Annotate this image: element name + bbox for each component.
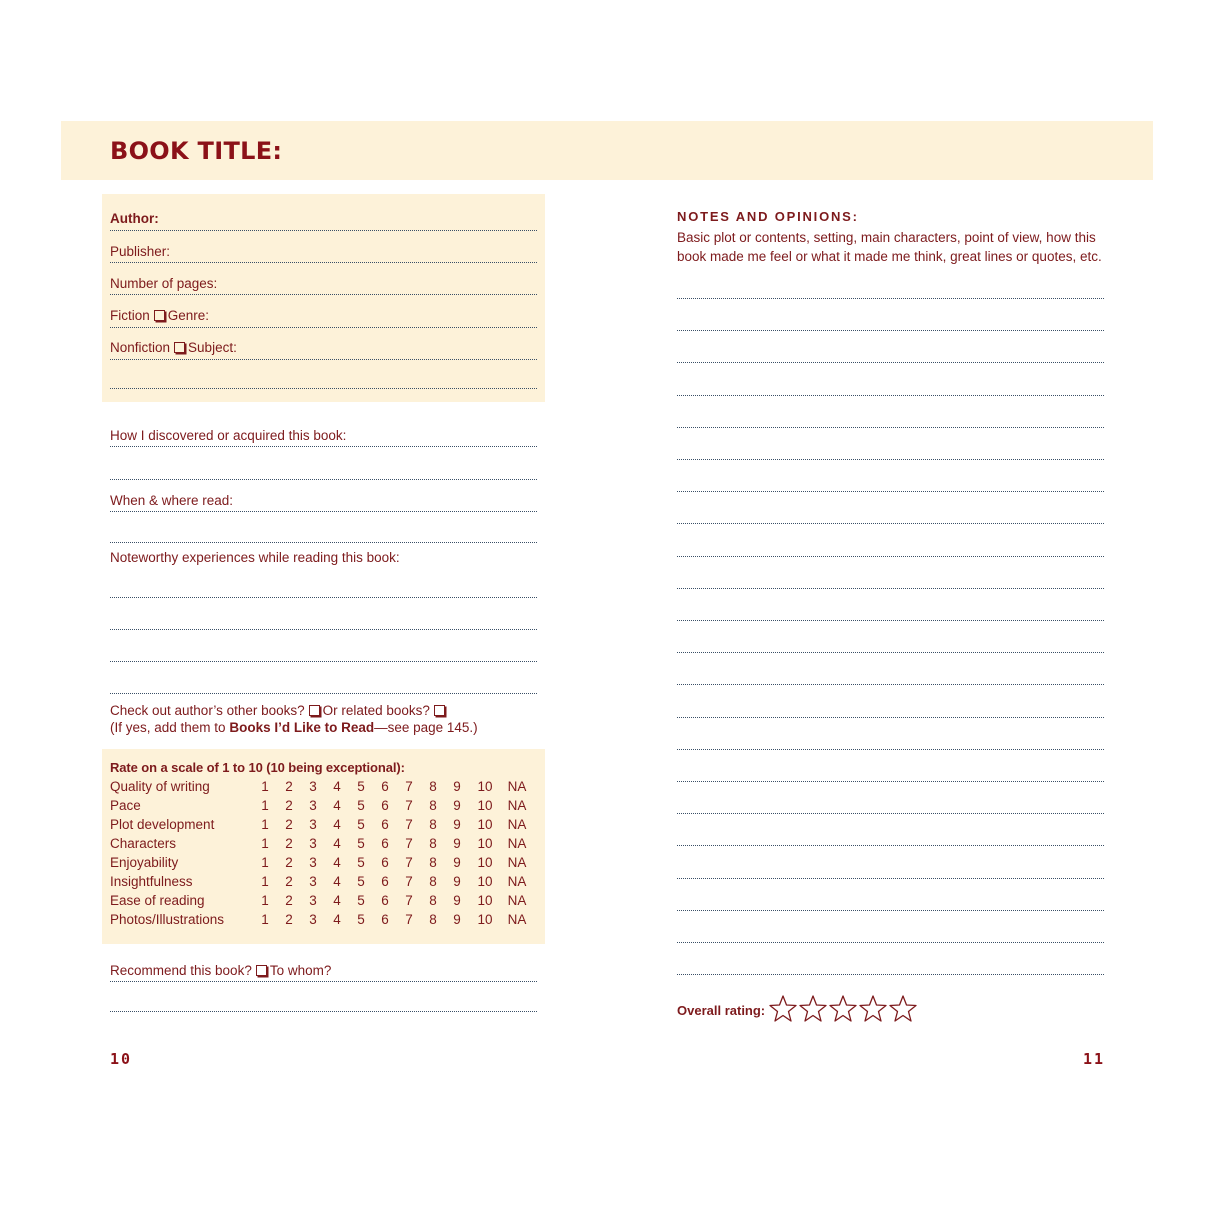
- rating-option[interactable]: 2: [285, 855, 293, 870]
- notes-rule[interactable]: [677, 974, 1104, 975]
- rating-category-label: Characters: [110, 836, 177, 851]
- notes-rule[interactable]: [677, 588, 1104, 589]
- notes-rule[interactable]: [677, 427, 1104, 428]
- rating-option[interactable]: 8: [429, 779, 437, 794]
- rating-option[interactable]: 7: [405, 912, 413, 927]
- rating-option[interactable]: 6: [381, 912, 389, 927]
- notes-rule[interactable]: [677, 781, 1104, 782]
- rating-option[interactable]: 10: [477, 836, 493, 851]
- rating-option[interactable]: 3: [309, 855, 317, 870]
- pages-label: Number of pages:: [110, 276, 218, 291]
- rating-option[interactable]: 5: [357, 779, 365, 794]
- recommend-checkbox[interactable]: [256, 965, 267, 976]
- check-out-checkbox[interactable]: [309, 705, 320, 716]
- rating-option[interactable]: 2: [285, 893, 293, 908]
- recommend-line: [110, 963, 537, 979]
- related-label: Or related books?: [322, 703, 430, 718]
- rating-option[interactable]: 3: [309, 798, 317, 813]
- nonfiction-rule: [110, 359, 537, 360]
- recommend-rule-1[interactable]: [110, 981, 537, 982]
- rating-option[interactable]: 2: [285, 874, 293, 889]
- rating-option[interactable]: 9: [453, 779, 461, 794]
- rating-category-label: Plot development: [110, 817, 215, 832]
- genre-label: Genre:: [167, 308, 210, 323]
- rating-option[interactable]: 10: [477, 855, 493, 870]
- rating-option[interactable]: 10: [477, 874, 493, 889]
- noteworthy-rule-3[interactable]: [110, 661, 537, 662]
- rating-option[interactable]: 10: [477, 912, 493, 927]
- rating-option[interactable]: 7: [405, 836, 413, 851]
- publisher-rule: [110, 262, 537, 263]
- rating-option[interactable]: 10: [477, 779, 493, 794]
- rating-option[interactable]: 4: [333, 798, 341, 813]
- when-where-prompt: When & where read:: [110, 493, 234, 508]
- rating-option[interactable]: 5: [357, 836, 365, 851]
- rating-option[interactable]: 9: [453, 893, 461, 908]
- rating-row: [110, 855, 550, 871]
- rating-option[interactable]: 9: [453, 798, 461, 813]
- rating-option[interactable]: 1: [261, 855, 269, 870]
- rating-row: [110, 874, 550, 890]
- rating-option[interactable]: 1: [261, 893, 269, 908]
- rating-option[interactable]: 8: [429, 874, 437, 889]
- rating-category-label: Pace: [110, 798, 141, 813]
- rating-option[interactable]: NA: [507, 817, 527, 832]
- rating-option[interactable]: NA: [507, 874, 527, 889]
- rating-option[interactable]: 5: [357, 874, 365, 889]
- discovered-rule-1[interactable]: [110, 446, 537, 447]
- rating-row: [110, 912, 550, 928]
- star-icon[interactable]: [798, 994, 828, 1024]
- notes-rule[interactable]: [677, 684, 1104, 685]
- fiction-checkbox[interactable]: [154, 310, 165, 321]
- recommend-rule-2[interactable]: [110, 1011, 537, 1012]
- if-yes-suffix: —see page 145.): [374, 720, 478, 735]
- rating-option[interactable]: 7: [405, 779, 413, 794]
- subject-label: Subject:: [188, 340, 237, 355]
- rating-option[interactable]: 10: [477, 798, 493, 813]
- notes-rule[interactable]: [677, 813, 1104, 814]
- check-out-line: [110, 703, 560, 719]
- rating-heading: Rate on a scale of 1 to 10 (10 being exceptional):: [110, 760, 405, 775]
- rating-option[interactable]: 1: [261, 798, 269, 813]
- notes-rule[interactable]: [677, 749, 1104, 750]
- notes-rule[interactable]: [677, 878, 1104, 879]
- nonfiction-label: Nonfiction: [110, 340, 171, 355]
- rating-category-label: Quality of writing: [110, 779, 210, 794]
- notes-rule[interactable]: [677, 652, 1104, 653]
- rating-option[interactable]: 3: [309, 836, 317, 851]
- notes-rule[interactable]: [677, 556, 1104, 557]
- rating-option[interactable]: NA: [507, 798, 527, 813]
- rating-row: [110, 817, 550, 833]
- rating-option[interactable]: 4: [333, 874, 341, 889]
- author-field[interactable]: [110, 211, 537, 227]
- rating-option[interactable]: 2: [285, 912, 293, 927]
- rating-row: [110, 893, 550, 909]
- notes-rule[interactable]: [677, 459, 1104, 460]
- notes-heading: NOTES AND OPINIONS:: [677, 209, 859, 224]
- notes-rule[interactable]: [677, 620, 1104, 621]
- rating-option[interactable]: 9: [453, 817, 461, 832]
- to-whom-label: To whom?: [269, 963, 332, 978]
- extra-rule: [110, 388, 537, 389]
- rating-option[interactable]: 1: [261, 817, 269, 832]
- rating-option[interactable]: NA: [507, 855, 527, 870]
- rating-option[interactable]: 3: [309, 874, 317, 889]
- rating-option[interactable]: 6: [381, 855, 389, 870]
- rating-option[interactable]: 6: [381, 779, 389, 794]
- rating-category-label: Enjoyability: [110, 855, 179, 870]
- recommend-label: Recommend this book?: [110, 963, 252, 978]
- star-icon[interactable]: [768, 994, 798, 1024]
- page-number-right: 11: [1083, 1050, 1106, 1068]
- when-where-rule-1[interactable]: [110, 511, 537, 512]
- rating-option[interactable]: 4: [333, 836, 341, 851]
- rating-option[interactable]: 3: [309, 893, 317, 908]
- rating-option[interactable]: 3: [309, 817, 317, 832]
- rating-option[interactable]: NA: [507, 893, 527, 908]
- rating-option[interactable]: 6: [381, 893, 389, 908]
- notes-rule[interactable]: [677, 910, 1104, 911]
- if-yes-prefix: (If yes, add them to: [110, 720, 226, 735]
- rating-option[interactable]: 8: [429, 817, 437, 832]
- overall-rating-label: Overall rating:: [677, 1003, 766, 1018]
- notes-rule[interactable]: [677, 491, 1104, 492]
- notes-rule[interactable]: [677, 523, 1104, 524]
- rating-row: [110, 836, 550, 852]
- rating-option[interactable]: 9: [453, 912, 461, 927]
- pages-field[interactable]: [110, 276, 537, 292]
- rating-option[interactable]: 5: [357, 855, 365, 870]
- rating-category-label: Insightfulness: [110, 874, 193, 889]
- fiction-field: [110, 308, 537, 324]
- book-title: BOOK TITLE:: [110, 137, 283, 165]
- fiction-rule: [110, 327, 537, 328]
- discovered-prompt: How I discovered or acquired this book:: [110, 428, 347, 443]
- rating-option[interactable]: 7: [405, 817, 413, 832]
- notes-rule[interactable]: [677, 298, 1104, 299]
- rating-option[interactable]: 10: [477, 817, 493, 832]
- notes-rule[interactable]: [677, 330, 1104, 331]
- rating-option[interactable]: NA: [507, 912, 527, 927]
- rating-category-label: Ease of reading: [110, 893, 205, 908]
- notes-rule[interactable]: [677, 362, 1104, 363]
- rating-option[interactable]: 6: [381, 874, 389, 889]
- noteworthy-rule-1[interactable]: [110, 597, 537, 598]
- author-label: Author:: [110, 211, 159, 226]
- rating-option[interactable]: 4: [333, 893, 341, 908]
- rating-option[interactable]: 1: [261, 779, 269, 794]
- rating-option[interactable]: 1: [261, 874, 269, 889]
- notes-rule[interactable]: [677, 717, 1104, 718]
- rating-option[interactable]: 5: [357, 912, 365, 927]
- related-checkbox[interactable]: [434, 705, 445, 716]
- rating-option[interactable]: 1: [261, 836, 269, 851]
- rating-option[interactable]: NA: [507, 779, 527, 794]
- rating-option[interactable]: 9: [453, 855, 461, 870]
- rating-option[interactable]: 5: [357, 893, 365, 908]
- rating-option[interactable]: 3: [309, 779, 317, 794]
- notes-rule[interactable]: [677, 395, 1104, 396]
- rating-option[interactable]: 4: [333, 779, 341, 794]
- rating-option[interactable]: 9: [453, 836, 461, 851]
- rating-option[interactable]: 8: [429, 836, 437, 851]
- rating-option[interactable]: 7: [405, 798, 413, 813]
- rating-row: [110, 798, 550, 814]
- if-yes-line: [110, 720, 560, 736]
- publisher-field[interactable]: [110, 244, 537, 260]
- pages-rule: [110, 294, 537, 295]
- rating-option[interactable]: 2: [285, 798, 293, 813]
- notes-rule[interactable]: [677, 942, 1104, 943]
- rating-option[interactable]: 5: [357, 798, 365, 813]
- rating-option[interactable]: 2: [285, 817, 293, 832]
- rating-option[interactable]: 7: [405, 893, 413, 908]
- rating-option[interactable]: 7: [405, 855, 413, 870]
- page-number-left: 10: [110, 1050, 133, 1068]
- rating-option[interactable]: 6: [381, 817, 389, 832]
- rating-option[interactable]: 8: [429, 798, 437, 813]
- discovered-rule-2[interactable]: [110, 479, 537, 480]
- notes-rule[interactable]: [677, 845, 1104, 846]
- rating-option[interactable]: 2: [285, 836, 293, 851]
- rating-option[interactable]: 2: [285, 779, 293, 794]
- noteworthy-rule-2[interactable]: [110, 629, 537, 630]
- rating-option[interactable]: 8: [429, 912, 437, 927]
- rating-option[interactable]: 5: [357, 817, 365, 832]
- rating-option[interactable]: 3: [309, 912, 317, 927]
- star-icon[interactable]: [858, 994, 888, 1024]
- check-out-label: Check out author’s other books?: [110, 703, 305, 718]
- notes-description: Basic plot or contents, setting, main characters, point of view, how this book made me feel or what it made me think, great lines or quotes, etc.: [677, 230, 1102, 264]
- rating-option[interactable]: 9: [453, 874, 461, 889]
- rating-option[interactable]: 8: [429, 855, 437, 870]
- publisher-label: Publisher:: [110, 244, 171, 259]
- rating-option[interactable]: 4: [333, 855, 341, 870]
- noteworthy-rule-4[interactable]: [110, 693, 537, 694]
- rating-option[interactable]: 1: [261, 912, 269, 927]
- rating-row: [110, 779, 550, 795]
- rating-category-label: Photos/Illustrations: [110, 912, 225, 927]
- rating-option[interactable]: 6: [381, 798, 389, 813]
- fiction-label: Fiction: [110, 308, 150, 323]
- rating-option[interactable]: NA: [507, 836, 527, 851]
- rating-option[interactable]: 10: [477, 893, 493, 908]
- when-where-rule-2[interactable]: [110, 542, 537, 543]
- rating-option[interactable]: 6: [381, 836, 389, 851]
- rating-option[interactable]: 4: [333, 817, 341, 832]
- nonfiction-checkbox[interactable]: [174, 342, 185, 353]
- author-rule: [110, 230, 537, 231]
- rating-option[interactable]: 4: [333, 912, 341, 927]
- star-icon[interactable]: [888, 994, 918, 1024]
- rating-option[interactable]: 7: [405, 874, 413, 889]
- nonfiction-field: [110, 340, 537, 356]
- wishlist-link[interactable]: Books I’d Like to Read: [229, 720, 375, 735]
- rating-option[interactable]: 8: [429, 893, 437, 908]
- star-icon[interactable]: [828, 994, 858, 1024]
- noteworthy-prompt: Noteworthy experiences while reading this book:: [110, 550, 400, 565]
